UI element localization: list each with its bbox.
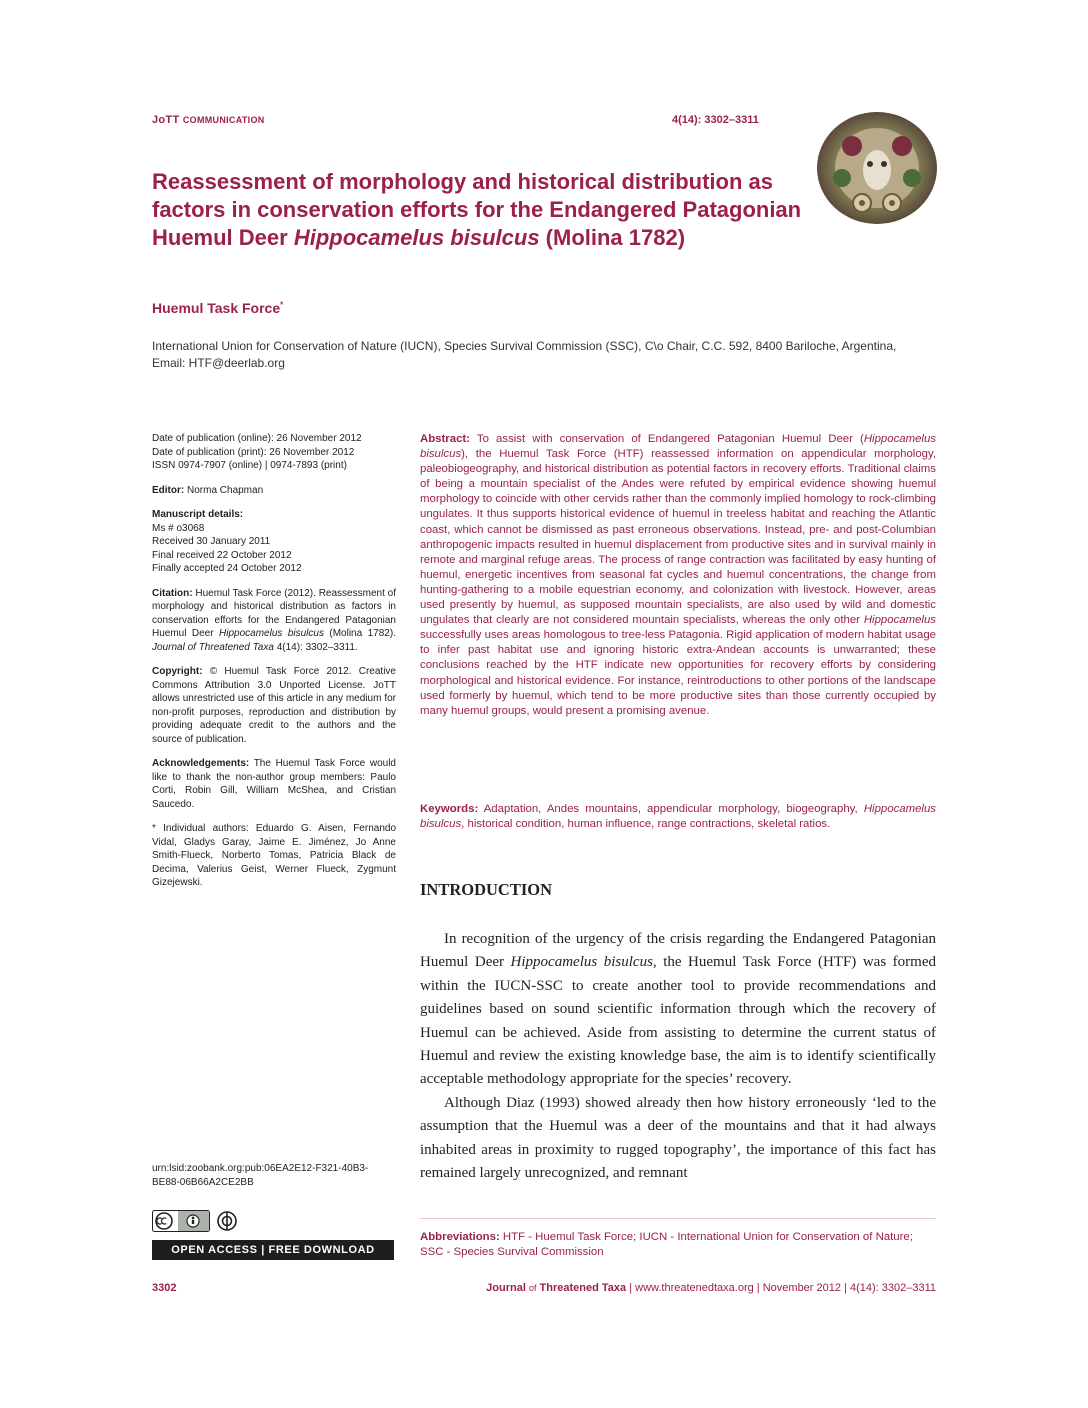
affiliation: International Union for Conservation of Nature (IUCN), Species Survival Commission (SSC), C\o Chair, C.C. 592, 8400 Bariloche, Argentina, Email: HTF@deerlab.org — [152, 338, 942, 372]
acknowledgements: Acknowledgements: The Huemul Task Force would like to thank the non-author group members: Paulo Corti, Robin Gill, William McShea, and Cristian Saucedo. — [152, 758, 396, 810]
jott-emblem-icon — [812, 108, 942, 228]
page-number: 3302 — [152, 1282, 177, 1294]
author-email: Email: HTF@deerlab.org — [152, 356, 285, 370]
divider — [420, 1218, 936, 1219]
article-metadata — [152, 432, 396, 901]
abstract: Abstract: To assist with conservation of Endangered Patagonian Huemul Deer (Hippocamelus bisulcus), the Huemul Task Force (HTF) reassessed information on appendicular morphology, paleobiogeography, and historical distribution as potential factors in recovery efforts. Traditional claims of being a mountain specialist of the Andes were refuted by empirical evidence showing huemul morphology to coincide with other cervids rather than the commonly implied homology to rock-climbing ungulates. It thus supports historical evidence of huemul in treeless habitat and reaching the Atlantic coast, which cannot be dismissed as past erroneous observations. Instead, pre- and post-Columbian anthropogenic impacts resulted in huemul displacement from productive sites and in survival mainly in remote and marginal refuge areas. The process of range contraction was facilitated by easy hunting of huemul, energetic incentives from seasonal fat cycles and huemul concentrations, the change from hunting-gathering to a mobile equestrian economy, and colonization with livestock. However, areas used presently by huemul, as supposed mountain specialists, are also used by wild and domestic ungulates that clearly are not considered mountain specialists, whereas the only other Hippocamelus successfully uses areas homologous to tree-less Patagonia. Rigid application of modern habitat usage to infer past habitat use and ignoring historic extra-Andean accounts is unwarranted; these conclusions reached by the HTF indicate new opportunities for recovery efforts by considering morphological and historical evidence. For instance, reintroductions to other portions of the landscape used formerly by huemul, which tend to be more productive sites than those currently occupied by many huemul groups, would present a promising avenue. — [420, 433, 936, 717]
article-title: Reassessment of morphology and historical distribution as factors in conservation efforts for the Endangered Patagonian Huemul Deer Hippocamelus bisulcus (Molina 1782) — [152, 169, 802, 250]
paragraph: Although Diaz (1993) showed already then how history erroneously ‘led to the assumption that the Huemul was a deer of the mountains and that it had always inhabited areas in proximity to rugged topography’, the importance of this fact has remained largely unrecognized, and remnant — [420, 1094, 936, 1182]
citation: Citation: Huemul Task Force (2012). Reassessment of morphology and historical distribution as factors in conservation efforts for the Endangered Patagonian Huemul Deer Hippocamelus bisulcus (Molina 1782). Journal of Threatened Taxa 4(14): 3302–3311. — [152, 587, 396, 653]
section-heading-introduction: INTRODUCTION — [420, 880, 553, 899]
zoobank-urn: urn:lsid:zoobank.org:pub:06EA2E12-F321-40B3-BE88-06B66A2CE2BB — [152, 1163, 369, 1188]
editor-info: Editor: Norma Chapman — [152, 484, 264, 496]
volume-info: 4(14): 3302–3311 — [672, 114, 759, 126]
page-footer: Journal of Threatened Taxa | www.threatenedtaxa.org | November 2012 | 4(14): 3302–3311 — [486, 1282, 936, 1294]
individual-authors: * Individual authors: Eduardo G. Aisen, Fernando Vidal, Gladys Garay, Jaime E. Jiménez, Jo Anne Smith-Flueck, Norberto Tomas, Patricia Black de Decima, Valerius Geist, Werner Flueck, Zygmunt Gizejewski. — [152, 823, 396, 888]
journal-label: JoTT COMMUNICATION — [152, 114, 265, 126]
open-access-banner: OPEN ACCESS | FREE DOWNLOAD — [152, 1240, 394, 1260]
manuscript-details: Manuscript details: Ms # o3068 Received 30 January 2011 Final received 22 October 2012 Finally accepted 24 October 2012 — [152, 509, 302, 574]
publication-dates: Date of publication (online): 26 November 2012 Date of publication (print): 26 November 2012 ISSN 0974-7907 (online) | 0974-7893 (print) — [152, 433, 362, 471]
introduction-body — [420, 928, 936, 1185]
paragraph: In recognition of the urgency of the crisis regarding the Endangered Patagonian Huemul Deer Hippocamelus bisulcus, the Huemul Task Force (HTF) was formed within the IUCN-SSC to create another tool to provide recommendations and guidelines based on sound scientific information through which the recovery of Huemul can be achieved. Aside from assisting to determine the current status of Huemul and review the existing knowledge base, the aim is to identify scientifically acceptable methodology appropriate for the species’ recovery. — [420, 931, 936, 1088]
abbreviations: Abbreviations: HTF - Huemul Task Force; IUCN - International Union for Conservation of Nature; SSC - Species Survival Commission — [420, 1231, 913, 1259]
author-name: Huemul Task Force* — [152, 300, 284, 316]
cc-by-icon — [152, 1210, 242, 1232]
keywords: Keywords: Adaptation, Andes mountains, appendicular morphology, biogeography, Hippocamelus bisulcus, historical condition, human influence, range contractions, skeletal ratios. — [420, 803, 936, 831]
copyright: Copyright: © Huemul Task Force 2012. Creative Commons Attribution 3.0 Unported License. JoTT allows unrestricted use of this article in any medium for non-profit purposes, reproduction and distribution by providing adequate credit to the authors and the source of publication. — [152, 666, 396, 745]
